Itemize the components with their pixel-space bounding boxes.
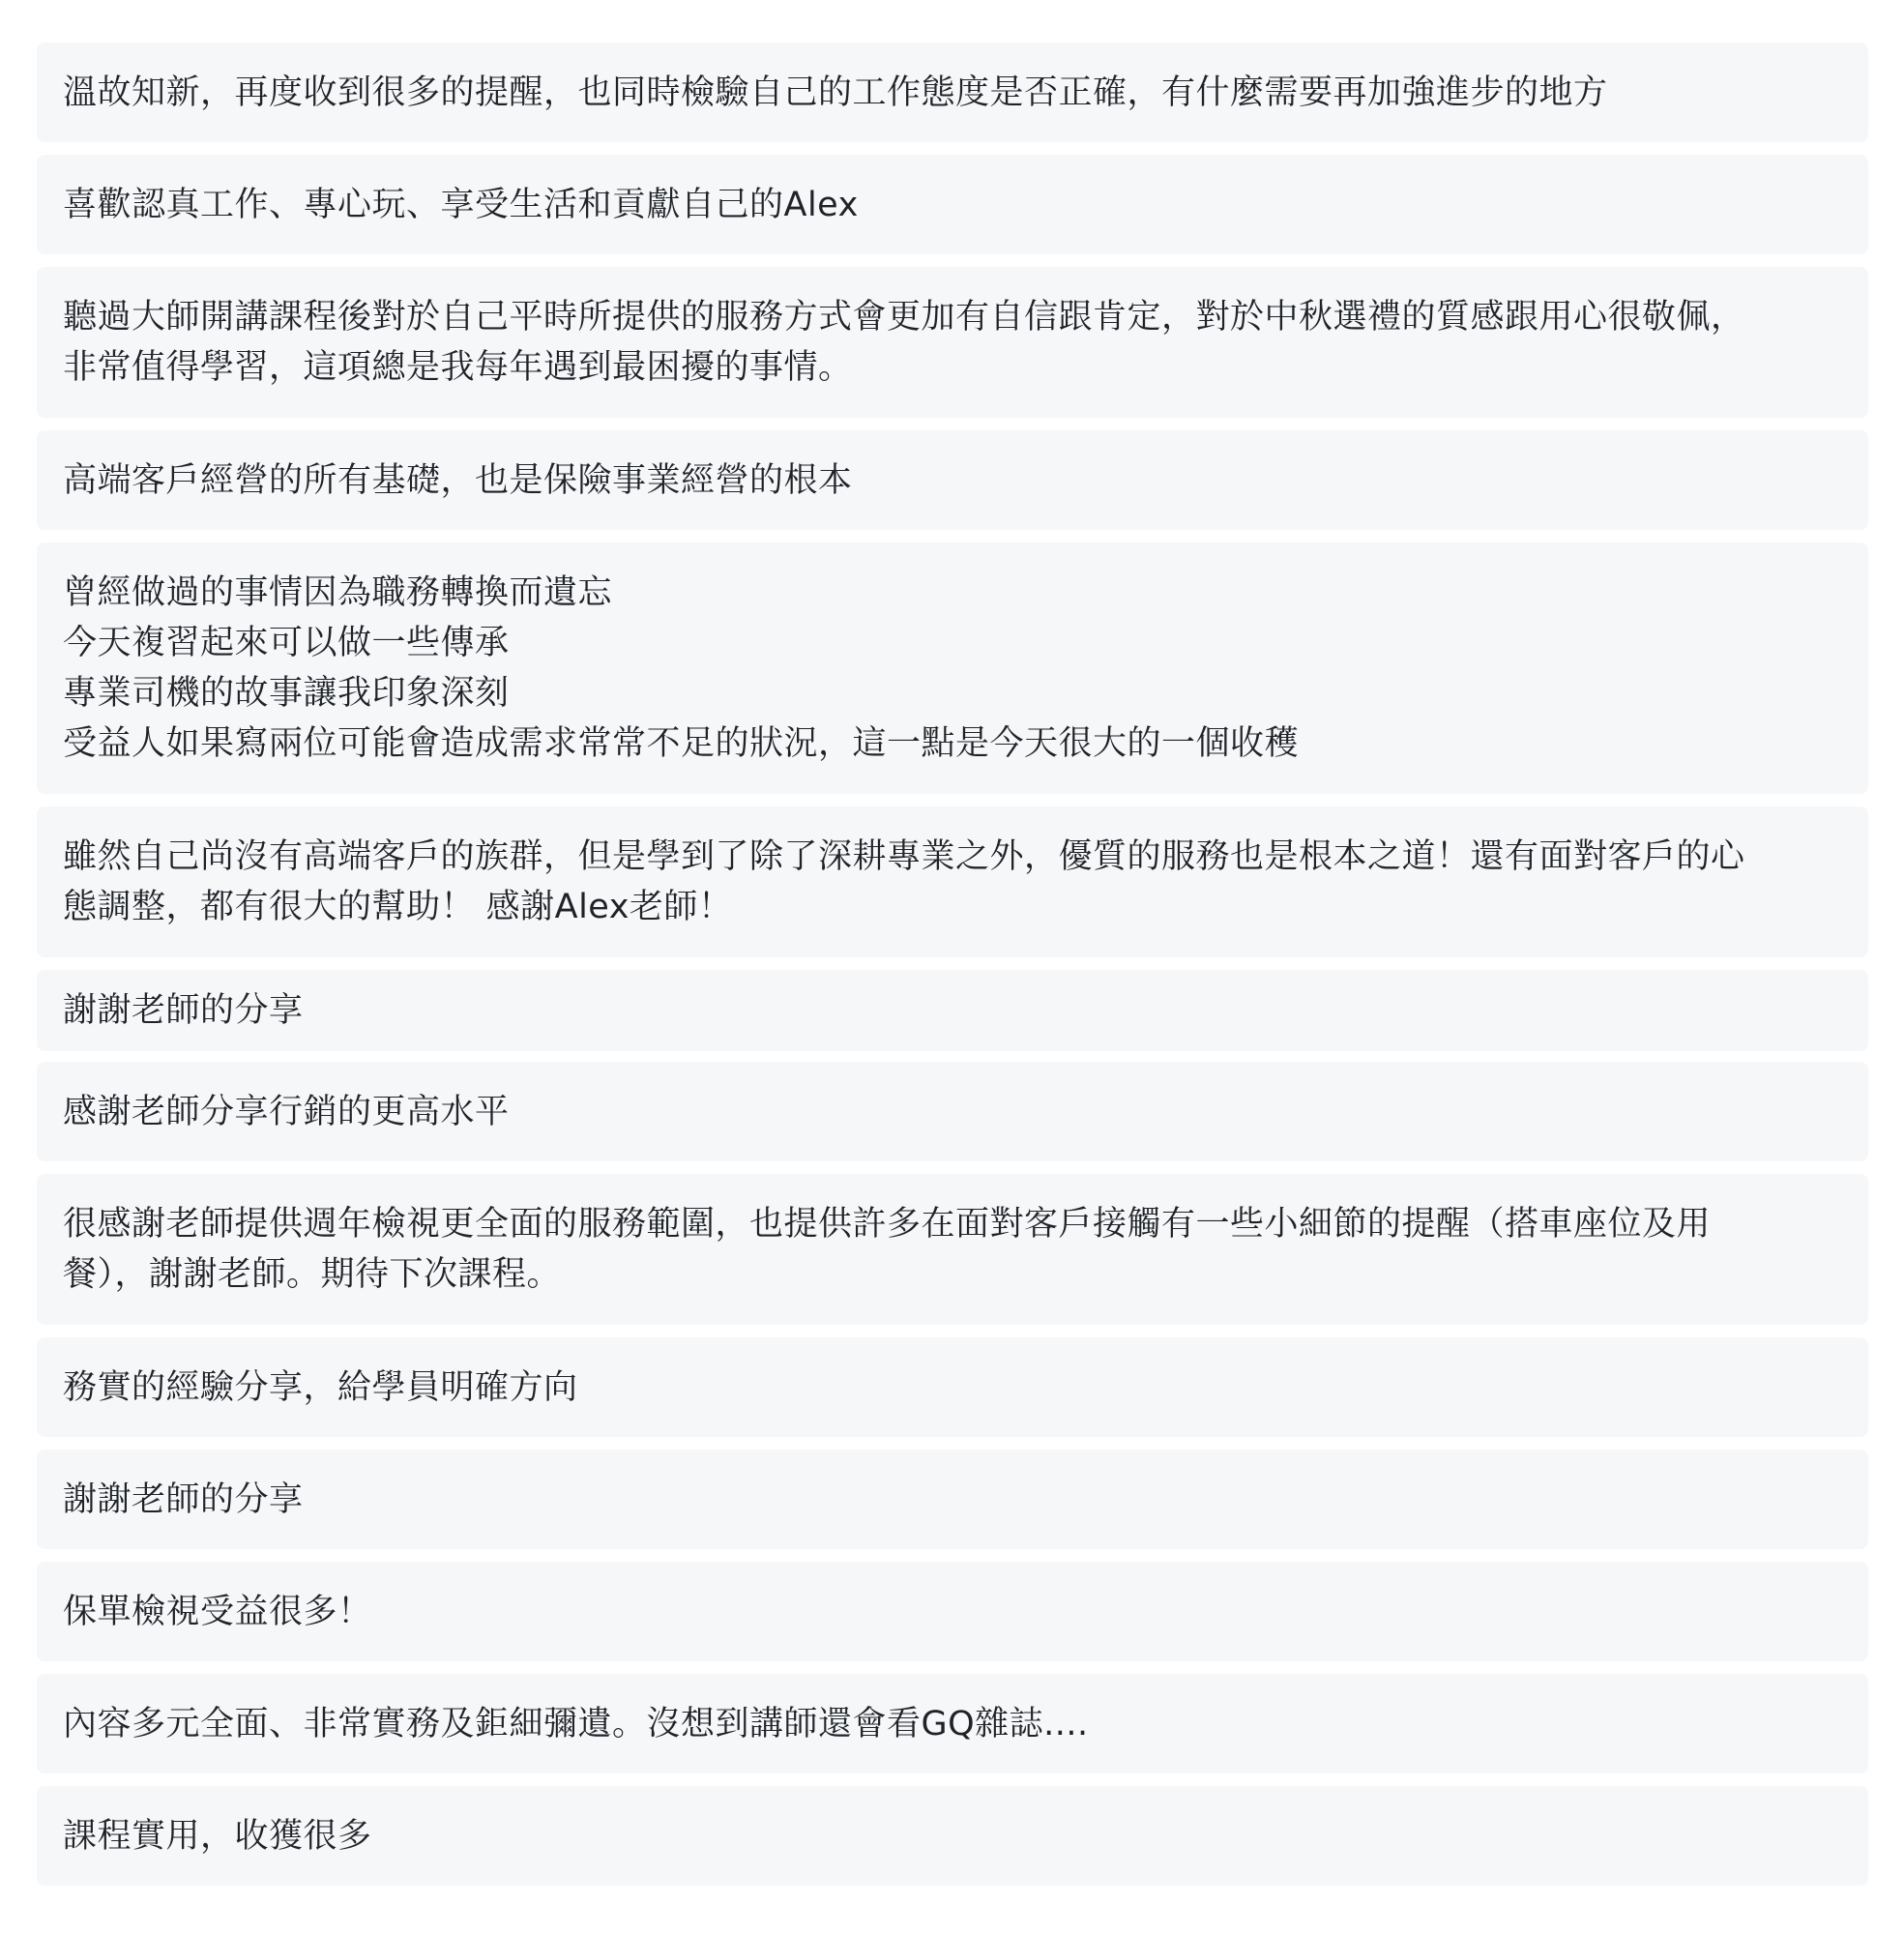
feedback-card xyxy=(37,1562,1868,1661)
feedback-text xyxy=(63,1587,372,1637)
feedback-line: 非常值得學習，這項總是我每年遇到最困擾的事情。 xyxy=(63,348,853,387)
feedback-card xyxy=(37,1674,1868,1773)
feedback-card xyxy=(37,542,1868,794)
feedback-line: 溫故知新，再度收到很多的提醒，也同時檢驗自己的工作態度是否正確，有什麼需要再加強進步的地方 xyxy=(63,73,1608,112)
feedback-line: 很感謝老師提供週年檢視更全面的服務範圍，也提供許多在面對客戶接觸有一些小細節的提醒（搭車座位及用 xyxy=(63,1205,1712,1244)
feedback-line: 謝謝老師的分享 xyxy=(63,1480,304,1519)
feedback-text xyxy=(63,568,1299,769)
feedback-line: 喜歡認真工作、專心玩、享受生活和貢獻自己的Alex xyxy=(63,185,859,224)
feedback-text xyxy=(63,1699,1089,1749)
feedback-card xyxy=(37,1450,1868,1549)
feedback-text xyxy=(63,455,853,506)
feedback-text xyxy=(63,832,1745,932)
feedback-text xyxy=(63,1199,1711,1300)
feedback-line: 課程實用，收獲很多 xyxy=(63,1816,372,1856)
feedback-text xyxy=(63,1811,372,1861)
feedback-line: 高端客戶經營的所有基礎，也是保險事業經營的根本 xyxy=(63,460,853,500)
feedback-text xyxy=(63,985,304,1036)
feedback-card xyxy=(37,267,1868,418)
feedback-text xyxy=(63,1087,510,1137)
feedback-card xyxy=(37,1786,1868,1886)
feedback-line: 感謝老師分享行銷的更高水平 xyxy=(63,1092,510,1131)
feedback-line: 內容多元全面、非常實務及鉅細彌遺。沒想到講師還會看GQ雜誌.... xyxy=(63,1704,1089,1744)
feedback-card xyxy=(37,806,1868,957)
feedback-card xyxy=(37,1174,1868,1325)
feedback-text xyxy=(63,292,1745,393)
feedback-text xyxy=(63,1363,578,1413)
feedback-line: 務實的經驗分享，給學員明確方向 xyxy=(63,1367,578,1407)
feedback-text xyxy=(63,68,1608,118)
feedback-line: 聽過大師開講課程後對於自己平時所提供的服務方式會更加有自信跟肯定，對於中秋選禮的質感跟用心很敬佩， xyxy=(63,298,1745,337)
feedback-line: 今天複習起來可以做一些傳承 xyxy=(63,624,510,662)
feedback-line: 受益人如果寫兩位可能會造成需求常常不足的狀況，這一點是今天很大的一個收穫 xyxy=(63,724,1300,763)
feedback-card xyxy=(37,155,1868,254)
feedback-line: 雖然自己尚沒有高端客戶的族群，但是學到了除了深耕專業之外，優質的服務也是根本之道！還有面對客戶的心 xyxy=(63,837,1745,876)
feedback-line: 態調整，都有很大的幫助！ 感謝Alex老師！ xyxy=(63,888,733,926)
feedback-text xyxy=(63,180,859,230)
feedback-line: 保單檢視受益很多！ xyxy=(63,1592,372,1631)
feedback-card xyxy=(37,43,1868,142)
feedback-card xyxy=(37,1062,1868,1161)
feedback-card xyxy=(37,430,1868,530)
feedback-text xyxy=(63,1475,304,1525)
feedback-line: 曾經做過的事情因為職務轉換而遺忘 xyxy=(63,573,613,612)
feedback-card xyxy=(37,1337,1868,1437)
feedback-card xyxy=(37,970,1868,1051)
feedback-line: 謝謝老師的分享 xyxy=(63,991,304,1030)
feedback-line: 餐），謝謝老師。期待下次課程。 xyxy=(63,1255,562,1294)
feedback-line: 專業司機的故事讓我印象深刻 xyxy=(63,674,510,713)
